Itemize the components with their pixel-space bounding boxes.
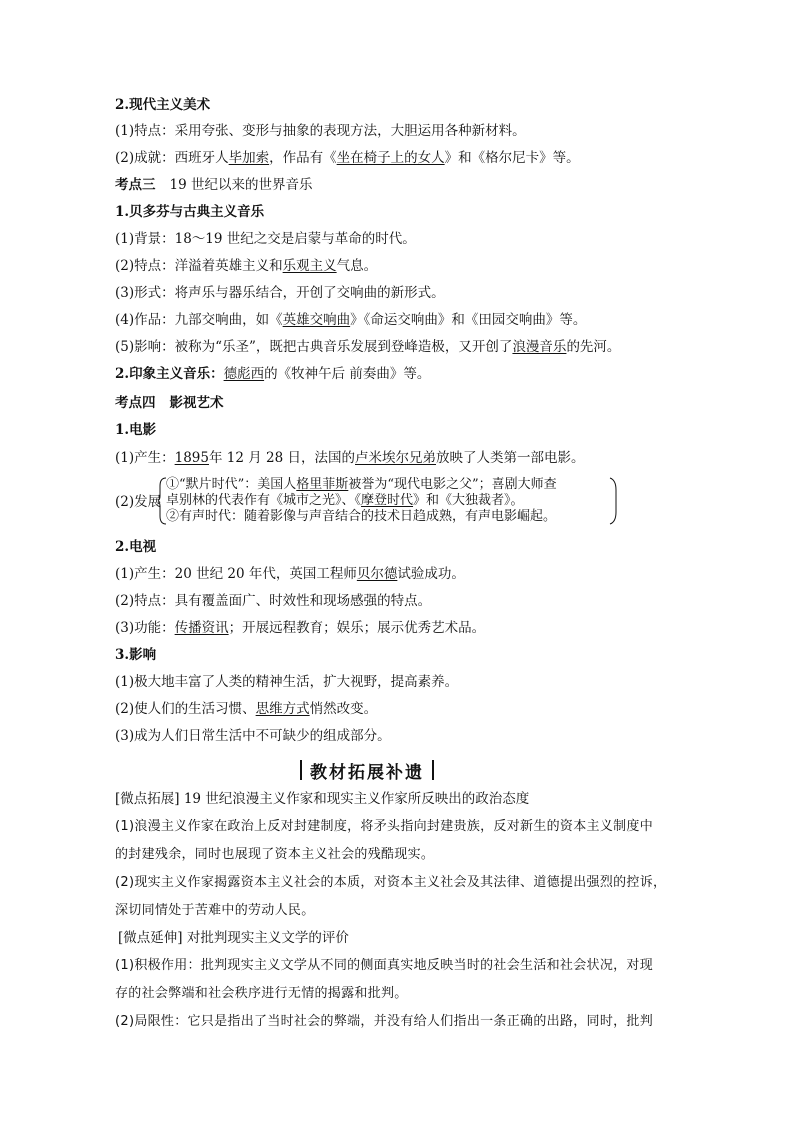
text-span: (3)功能： (115, 620, 175, 636)
text-span: (1)产生： (115, 450, 175, 466)
underlined-answer: 德彪西 (223, 366, 265, 382)
text-span: (3)成为人们日常生活中不可缺少的组成部分。 (115, 728, 391, 744)
text-span: 悄然改变。 (309, 701, 378, 717)
text-line (115, 311, 586, 329)
text-line (118, 929, 349, 947)
text-span: (1)产生：20 世纪 20 年代，英国工程师 (115, 566, 357, 582)
development-line (166, 509, 556, 525)
text-span: 气息。 (336, 258, 378, 274)
text-span: 的封建残余，同时也展现了资本主义社会的残酷现实。 (115, 847, 435, 862)
text-line (115, 727, 391, 745)
underlined-answer: 浪漫音乐 (512, 339, 567, 355)
text-span: [微点延伸] 对批判现实主义文学的评价 (118, 930, 349, 946)
text-line (115, 122, 526, 140)
heading-text: 3.影响 (115, 647, 157, 663)
text-line (115, 673, 458, 691)
heading-influence (115, 646, 156, 664)
section-label: 考点三 (115, 177, 156, 193)
underlined-answer: 摩登时代 (361, 493, 414, 508)
text-line (115, 493, 161, 511)
banner-right-bar (432, 760, 434, 780)
text-line (115, 284, 445, 302)
heading-film (115, 421, 156, 439)
text-line (115, 592, 431, 610)
underlined-answer: 贝尔德 (356, 566, 398, 582)
text-span: (5)影响：被称为“乐圣”，既把古典音乐发展到登峰造极，又开创了 (115, 339, 513, 355)
text-span: 深切同情处于苦难中的劳动人民。 (115, 903, 315, 918)
text-span: (2)发展 (115, 494, 162, 510)
heading-text: 2.电视 (115, 539, 157, 555)
text-line (115, 338, 620, 356)
text-line (115, 257, 377, 275)
section-title: 影视艺术 (169, 395, 224, 411)
text-line (115, 957, 653, 975)
heading-text: 2.现代主义美术 (115, 97, 211, 113)
text-span: 放映了人类第一部电影。 (436, 450, 585, 466)
text-span: 试验成功。 (397, 566, 465, 582)
heading-tv (115, 538, 156, 556)
text-line (115, 700, 377, 718)
heading-text: 1.贝多芬与古典主义音乐 (115, 204, 265, 220)
heading-modernism-art (115, 96, 210, 114)
underlined-answer: 乐观主义 (282, 258, 337, 274)
text-span: 》《命运交响曲》和《田园交响曲》等。 (350, 312, 587, 328)
text-span: (1)积极作用：批判现实主义文学从不同的侧面真实地反映当时的社会生活和社会状况，对现 (115, 958, 654, 973)
text-span: 卓别林的代表作有《城市之光》、《 (166, 493, 362, 508)
text-span: (1)背景：18～19 世纪之交是启蒙与革命的时代。 (115, 231, 416, 247)
underlined-answer: 卢米埃尔兄弟 (355, 450, 437, 466)
text-line (115, 230, 416, 248)
text-span: (2)现实主义作家揭露资本主义社会的本质，对资本主义社会及其法律、道德提出强烈的控诉， (115, 875, 667, 890)
text-span: (2)局限性：它只是指出了当时社会的弊端，并没有给人们指出一条正确的出路，同时，批判 (115, 1014, 654, 1029)
text-line (115, 365, 430, 383)
text-span: [微点拓展] 19 世纪浪漫主义作家和现实主义作家所反映出的政治态度 (115, 791, 530, 807)
text-span: (3)形式：将声乐与器乐结合，开创了交响曲的新形式。 (115, 285, 445, 301)
text-span: (2)使人们的生活习惯、 (115, 701, 256, 717)
development-line (166, 477, 557, 493)
heading-text: 1.电影 (115, 422, 157, 438)
text-line (115, 818, 653, 836)
text-span: (1)特点：采用夸张、变形与抽象的表现方法，大胆运用各种新材料。 (115, 123, 526, 139)
text-span: 2.印象主义音乐： (115, 366, 224, 382)
underlined-answer: 英雄交响曲 (282, 312, 351, 328)
text-line (115, 985, 408, 1003)
section-label: 考点四 (115, 395, 156, 411)
text-line (115, 790, 529, 808)
text-span: (2)特点：洋溢着英雄主义和 (115, 258, 283, 274)
underlined-answer: 格里菲斯 (296, 477, 349, 492)
underlined-answer: 坐在椅子上的女人 (336, 150, 445, 166)
text-span: ①“默片时代”：美国人 (166, 477, 297, 492)
text-span: 的先河。 (566, 339, 621, 355)
text-span: (4)作品：九部交响曲，如《 (115, 312, 283, 328)
underlined-answer: 思维方式 (255, 701, 310, 717)
text-span: ，作品有《 (269, 150, 337, 166)
underlined-answer: 传播资讯 (174, 620, 229, 636)
text-span: (1)浪漫主义作家在政治上反对封建制度，将矛头指向封建贵族，反对新生的资本主义制度中 (115, 819, 654, 834)
text-span: ②有声时代：随着影像与声音结合的技术日趋成熟，有声电影崛起。 (166, 509, 557, 524)
banner-title: 教材拓展补遗 (310, 762, 424, 783)
section-title: 19 世纪以来的世界音乐 (169, 177, 313, 193)
section-heading-kaodian-4 (115, 394, 224, 412)
underlined-answer: 1895 (174, 450, 209, 466)
text-span: (2)特点：具有覆盖面广、时效性和现场感强的特点。 (115, 593, 432, 609)
text-span: 被誉为“现代电影之父”；喜剧大师查 (348, 477, 557, 492)
text-span: (2)成就：西班牙人 (115, 150, 229, 166)
text-span: 的《牧神午后 前奏曲》等。 (264, 366, 431, 382)
text-span: 年 12 月 28 日，法国的 (208, 450, 356, 466)
text-span: 》和《大独裁者》。 (413, 493, 524, 508)
text-line (115, 874, 666, 892)
text-line (115, 1013, 653, 1031)
text-line (115, 846, 434, 864)
text-line (115, 149, 580, 167)
development-line (166, 493, 524, 509)
heading-beethoven (115, 203, 264, 221)
section-heading-kaodian-3 (115, 176, 312, 194)
text-line (115, 565, 465, 583)
text-span: ；开展远程教育；娱乐；展示优秀艺术品。 (228, 620, 486, 636)
text-span: 》和《格尔尼卡》等。 (444, 150, 580, 166)
text-line (115, 619, 485, 637)
section-banner (300, 757, 434, 783)
text-line (115, 449, 585, 467)
underlined-answer: 毕加索 (228, 150, 270, 166)
text-span: 存的社会弊端和社会秩序进行无情的揭露和批判。 (115, 986, 408, 1001)
text-span: (1)极大地丰富了人类的精神生活，扩大视野，提高素养。 (115, 674, 459, 690)
text-line (115, 902, 315, 920)
